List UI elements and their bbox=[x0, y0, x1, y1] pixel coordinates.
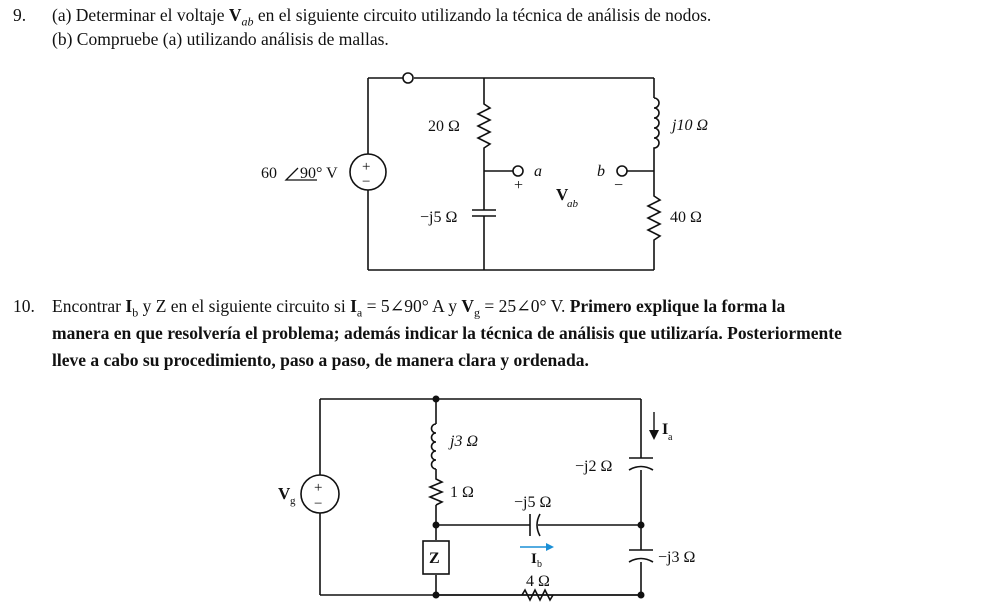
vg-minus: − bbox=[314, 496, 323, 512]
node-a: a bbox=[534, 163, 542, 180]
capacitor-j2 bbox=[629, 458, 653, 470]
vg-sub: g bbox=[290, 495, 296, 507]
label-ind-j10: j10 Ω bbox=[672, 117, 709, 134]
problem-9-part-a: (a) Determinar el voltaje $V_{ab}$ en el siguiente circuito utilizando la técnica de análisis de nodos. bbox=[52, 5, 712, 29]
problem-10-line-2: manera en que resolvería el problema; además indicar la técnica de análisis que utilizaría. Posteriormente bbox=[52, 323, 842, 343]
node-b: b bbox=[597, 163, 605, 180]
label-cap-j3: −j3 Ω bbox=[658, 549, 696, 566]
label-r20: 20 Ω bbox=[428, 118, 460, 135]
label-r1: 1 Ω bbox=[450, 484, 474, 501]
ia-label: I bbox=[662, 421, 669, 438]
ib-sub: b bbox=[537, 559, 542, 570]
problem-9-number: 9. bbox=[13, 5, 27, 25]
inductor-j3 bbox=[432, 424, 436, 469]
problem-9-part-b: (b) Compruebe (a) utilizando análisis de mallas. bbox=[52, 29, 389, 49]
source-minus: − bbox=[362, 174, 371, 190]
vg-plus: + bbox=[314, 480, 323, 496]
vg-label: V bbox=[278, 484, 291, 503]
ia-sub: a bbox=[668, 432, 673, 443]
label-cap-j2: −j2 Ω bbox=[575, 458, 613, 475]
label-r4: 4 Ω bbox=[526, 573, 550, 590]
ia-arrow-icon bbox=[649, 430, 659, 440]
label-cap-j5: −j5 Ω bbox=[420, 209, 458, 226]
ib-label: I bbox=[531, 551, 537, 567]
source-plus: + bbox=[362, 159, 371, 175]
problem-10-line-3: lleve a cabo su procedimiento, paso a paso, de manera clara y ordenada. bbox=[52, 350, 589, 370]
vab-plus: + bbox=[514, 177, 524, 194]
source-angle: 90° V bbox=[300, 165, 338, 182]
vab-sub: ab bbox=[567, 198, 578, 210]
label-ind-j3: j3 Ω bbox=[450, 433, 479, 450]
vab-label: V bbox=[556, 185, 569, 204]
resistor-1 bbox=[430, 476, 442, 505]
label-r40: 40 Ω bbox=[670, 209, 702, 226]
ib-arrow-icon bbox=[546, 543, 554, 551]
label-cap-j5: −j5 Ω bbox=[514, 494, 552, 511]
resistor-4 bbox=[522, 590, 553, 600]
impedance-z-label: Z bbox=[429, 550, 440, 567]
source-magnitude: 60 bbox=[261, 165, 277, 182]
problem-10-line-1: Encontrar $I_b$ y Z en el siguiente circuito si $I_a$ = 5∠90° A y $V_g$ = 25∠0° V. Primero explique la forma la bbox=[52, 296, 786, 320]
vab-minus: − bbox=[614, 177, 624, 194]
problem-10-number: 10. bbox=[13, 296, 35, 316]
capacitor-j3 bbox=[629, 550, 653, 562]
